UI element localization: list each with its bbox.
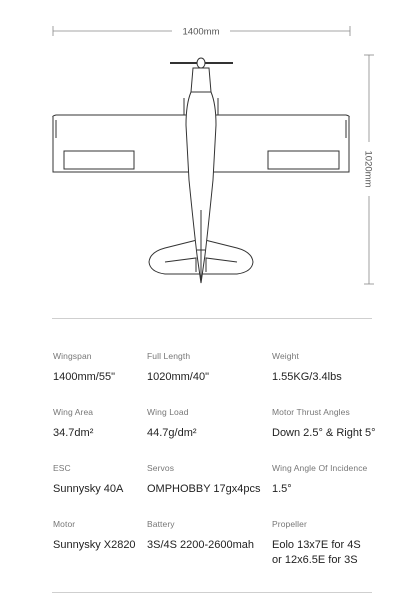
top-divider [52,318,372,319]
spec-value: Down 2.5° & Right 5° [272,427,376,439]
airplane [53,58,349,283]
spec-label: Motor [53,519,76,529]
spec-value: Sunnysky 40A [53,483,124,495]
cowling [191,68,211,92]
spec-wing-area [53,407,93,441]
left-aileron [64,151,134,169]
bottom-divider [52,592,372,593]
spec-value-line-2: or 12x6.5E for 3S [272,554,358,566]
spec-value-line-1: Eolo 13x7E for 4S [272,539,361,551]
spec-battery [147,519,254,553]
spec-weight [272,351,342,385]
spec-label: Wing Angle Of Incidence [272,463,368,473]
spec-label: Propeller [272,519,307,529]
spec-servos [147,463,261,497]
spec-value: OMPHOBBY 17gx4pcs [147,483,261,495]
spec-esc [53,463,123,497]
spec-wing-angle-of-incidence [272,463,367,497]
spec-label: Wing Load [147,407,189,417]
spec-label: Wing Area [53,407,94,417]
spec-wingspan [53,351,115,385]
spinner [197,58,205,68]
spec-full-length [147,351,209,385]
spec-label: Motor Thrust Angles [272,407,350,417]
spec-label: Battery [147,519,175,529]
right-aileron [268,151,339,169]
spec-value: 34.7dm² [53,427,94,439]
length-dimension-label: 1020mm [362,150,374,188]
spec-value: 1.55KG/3.4lbs [272,371,342,383]
spec-label: ESC [53,463,71,473]
spec-value [272,538,361,568]
spec-label: Wingspan [53,351,92,361]
wingspan-dimension-label: 1400mm [182,26,220,38]
spec-label: Weight [272,351,299,361]
spec-label: Full Length [147,351,191,361]
spec-value: Sunnysky X2820 [53,539,136,551]
spec-value: 1.5° [272,483,292,495]
spec-value: 1400mm/55" [53,371,115,383]
spec-motor-thrust-angles [272,407,376,441]
spec-value: 44.7g/dm² [147,427,197,439]
spec-wing-load [147,407,197,441]
spec-motor [53,519,136,553]
spec-propeller [272,519,361,568]
spec-value: 1020mm/40" [147,371,209,383]
spec-label: Servos [147,463,175,473]
spec-value: 3S/4S 2200-2600mah [147,539,255,551]
